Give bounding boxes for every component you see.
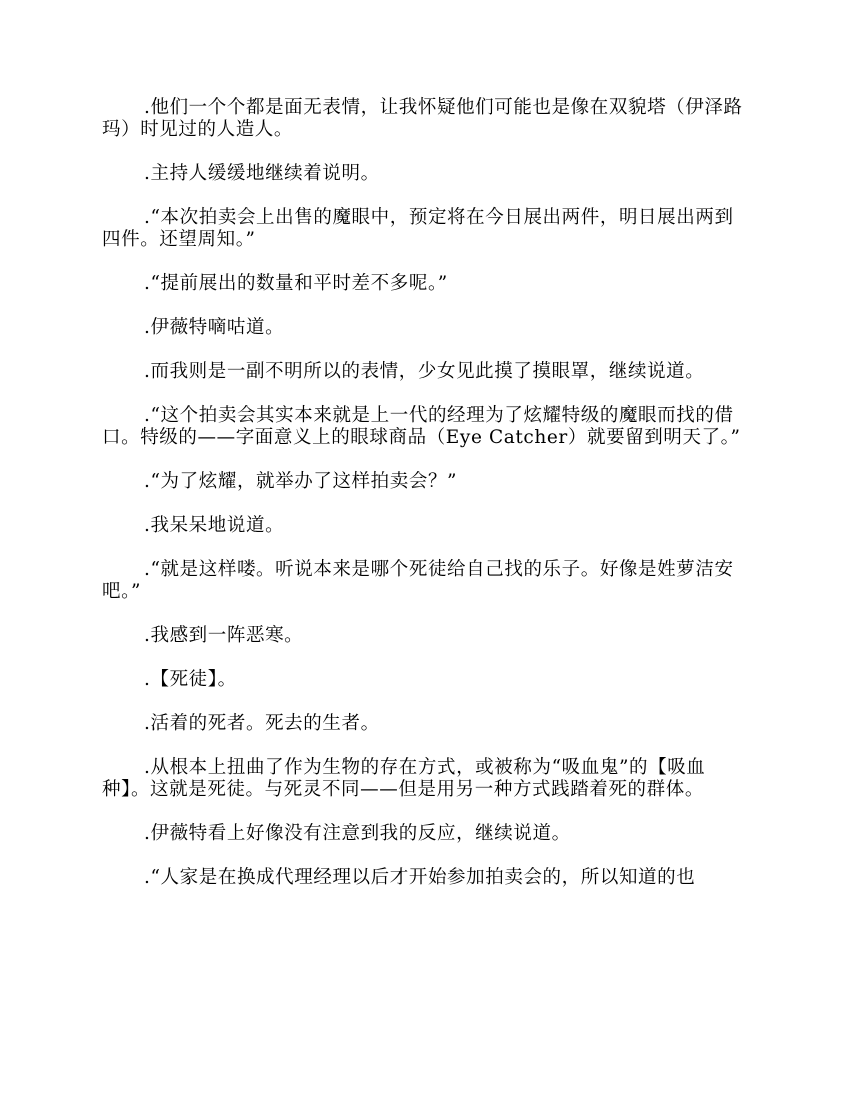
paragraph: .活着的死者。死去的生者。 [144,713,380,734]
paragraph: .我呆呆地说道。 [144,515,285,536]
paragraph: .而我则是一副不明所以的表情，少女见此摸了摸眼罩，继续说道。 [144,361,705,382]
paragraph: .“本次拍卖会上出售的魔眼中，预定将在今日展出两件，明日展出两到四件。还望周知。” [102,207,734,250]
paragraph: .主持人缓缓地继续着说明。 [144,163,380,184]
paragraph: .“为了炫耀，就举办了这样拍卖会？” [144,471,458,492]
paragraph: .伊薇特嘀咕道。 [144,317,285,338]
paragraph: .从根本上扭曲了作为生物的存在方式，或被称为“吸血鬼”的【吸血种】。这就是死徒。与死灵不同——但是用另一种方式践踏着死的群体。 [102,757,706,800]
paragraph: .伊薇特看上好像没有注意到我的反应，继续说道。 [144,823,571,844]
document-page [102,97,747,911]
paragraph: .“这个拍卖会其实本来就是上一代的经理为了炫耀特级的魔眼而找的借口。特级的——字面意义上的眼球商品（Eye Catcher）就要留到明天了。” [102,405,741,448]
paragraph: .他们一个个都是面无表情，让我怀疑他们可能也是像在双貌塔（伊泽路玛）时见过的人造人。 [102,97,743,140]
paragraph: .“人家是在换成代理经理以后才开始参加拍卖会的，所以知道的也 [144,867,696,888]
paragraph: .“提前展出的数量和平时差不多呢。” [144,273,448,294]
paragraph: .“就是这样喽。听说本来是哪个死徒给自己找的乐子。好像是姓萝洁安吧。” [102,559,734,602]
paragraph: .我感到一阵恶寒。 [144,625,304,646]
paragraph: .【死徒】。 [144,669,237,690]
